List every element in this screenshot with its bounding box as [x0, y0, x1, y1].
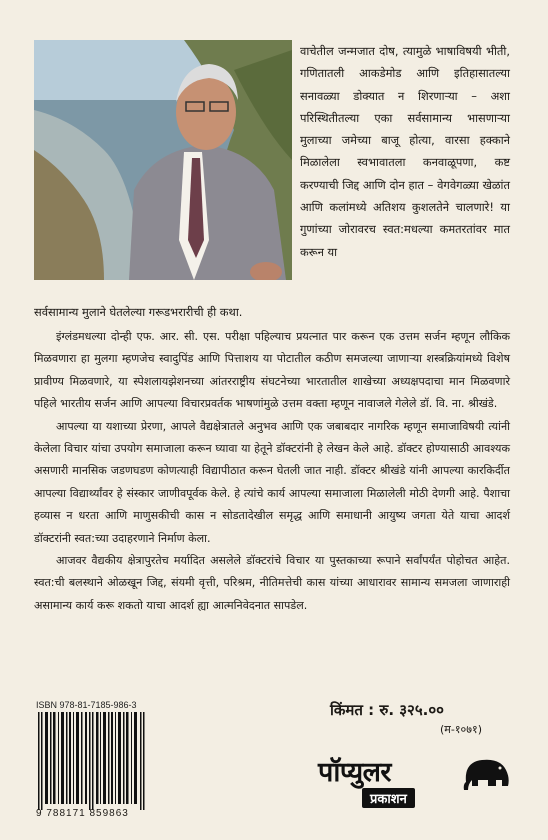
price-label: किंमत : रु. ३२५.००: [330, 701, 444, 719]
barcode: [36, 712, 148, 812]
publisher-logo: [318, 752, 514, 822]
barcode-number: 9 788171 859863: [36, 808, 129, 819]
body-paragraph-3: आजवर वैद्यकीय क्षेत्रापुरतेच मर्यादित असलेले डॉक्टरांचे विचार या पुस्तकाच्या रूपाने सर्वांपर्यंत पोहोचत आहेत. स्वत:ची बलस्थाने ओळखून जिद्द, संयमी वृत्ती, परिश्रम, नीतिमत्तेची कास यांच्या आधारावर सामान्य समजला जाणाराही असामान्य कार्य करू शकतो याचा आदर्श ह्या आत्मनिवेदनात सापडेल.: [34, 554, 510, 612]
body-paragraph-2: आपल्या या यशाच्या प्रेरणा, आपले वैद्यक्षेत्रातले अनुभव आणि एक जबाबदार नागरिक म्हणून समाजाविषयी त्यांनी केलेला विचार यांचा उपयोग समाजाला करून घ्यावा या हेतूने डॉक्टरांनी हे लेखन केले आहे. डॉक्टर होण्यासाठी आवश्यक असणारी मानसिक जडणघडण कोणत्याही विद्यापीठात करून घेतली जात नाही. डॉक्टर श्रीखंडे यांनी आपल्या कारकिर्दीत आपल्या विद्यार्थ्यांवर हे संस्कार जाणीवपूर्वक केले. हे त्यांचे कार्य आपल्या समाजाला मिळालेली मोठी देणगी आहे. पैशाचा हव्यास न धरता आणि माणुसकीची कास न सोडतादेखील समृद्ध आणि समाधानी आयुष्य जगता येते याचा आदर्श डॉक्टरांनी स्वत:च्या उदाहरणाने निर्माण केला.: [34, 419, 510, 545]
elephant-icon: [460, 752, 512, 792]
publisher-subtitle: प्रकाशन: [362, 788, 415, 808]
price-code: (म-१०७१): [440, 723, 483, 736]
body-paragraph-1: इंग्लंडमधल्या दोन्ही एफ. आर. सी. एस. परीक्षा पहिल्याच प्रयत्नात पार करून एक उत्तम सर्जन म्हणून लौकिक मिळवणारा हा मुलगा म्हणजेच स्वादुपिंड आणि पित्ताशय या पोटातील कठीण समजल्या जाणाऱ्या शस्त्रक्रियांमध्ये विशेष प्रावीण्य मिळवणारे, या स्पेशलायझेशनच्या आंतरराष्ट्रीय संघटनेच्या भारतातील शाखेच्या अध्यक्षपदाचा मान मिळवणारे पहिले भारतीय सर्जन आणि आपल्या विचारप्रवर्तक भाषणांमुळे उत्तम वक्ता म्हणून नावाजले गेलेले डॉ. वि. ना. श्रीखंडे.: [34, 330, 510, 411]
isbn-label: ISBN 978-81-7185-986-3: [36, 700, 137, 710]
body-text: [34, 326, 510, 617]
lead-paragraph: वाचेतील जन्मजात दोष, त्यामुळे भाषाविषयी भीती, गणितातली आकडेमोड आणि इतिहासातल्या सनावळ्या डोक्यात न शिरणाऱ्या – अशा परिस्थितीतल्या एका सर्वसामान्य भासणाऱ्या मुलाच्या जमेच्या बाजू होत्या, वारसा हक्काने मिळालेला स्वभावातला कनवाळूपणा, कष्ट करण्याची जिद्द आणि दोन हात – वेगवेगळ्या खेळांत आणि कलांमध्ये अतिशय कुशलतेने चालणारे! या गुणांच्या जोरावरच स्वत:मधल्या कमतरतांवर मात करून या: [300, 44, 510, 259]
lead-paragraph-tail: सर्वसामान्य मुलाने घेतलेल्या गरूडभरारीची ही कथा.: [34, 305, 243, 319]
author-photo: [34, 40, 292, 280]
publisher-name: पॉप्युलर: [318, 757, 391, 788]
